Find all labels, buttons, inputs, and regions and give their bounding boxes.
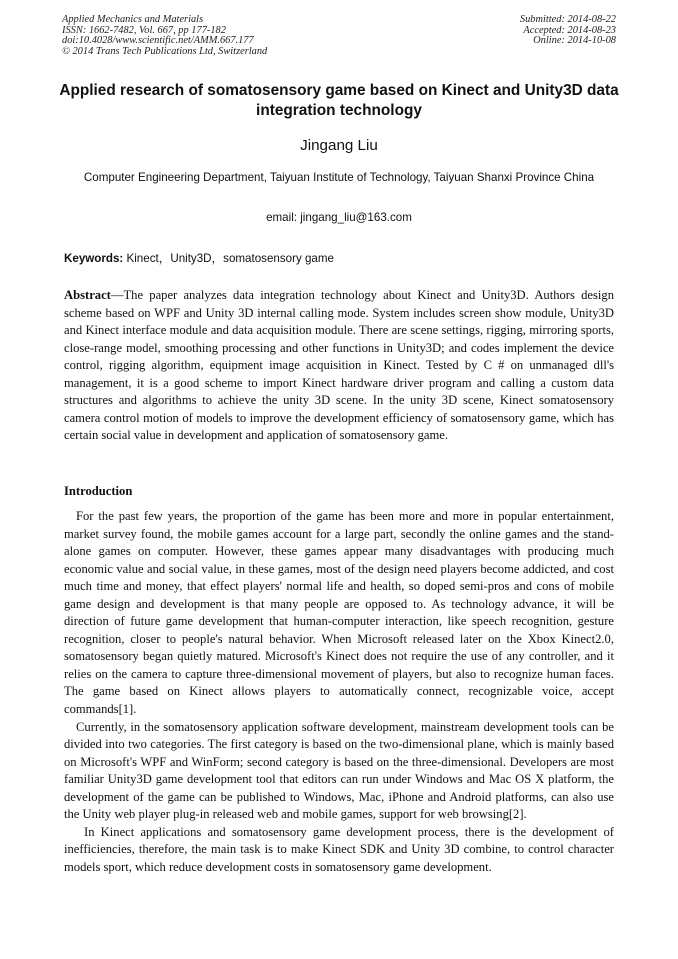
- intro-paragraph-3: In Kinect applications and somatosensory game development process, there is the development of inefficiencies, therefore, the main task is to make Kinect SDK and Unity 3D combine, to control character models sport, which reduce development costs in somatosensory game development.: [64, 824, 614, 874]
- journal-info: [62, 15, 267, 57]
- submitted-date: Submitted: 2014-08-22: [519, 14, 616, 25]
- intro-paragraph-2: Currently, in the somatosensory application software development, mainstream development tools can be divided into two categories. The first category is based on the two-dimensional plane, which is mainly based on Microsoft's WPF and WinForm; second category is based on the three-dimensional. Developers are most familiar Unity3D game development tool that editors can run under Windows and Mac OS X platform, the development of the game can be published to Windows, Mac, iPhone and Android platforms, can also use the Unity web player plug-in released web and mobile games, support for web browsing[2].: [64, 719, 614, 822]
- intro-paragraph-1: For the past few years, the proportion of the game has been more and more in popular entertainment, market survey found, the mobile games account for a large part, secondly the online games and the stand-alone games on computer. However, these games appear many disadvantages with producing much economic value and social value, in these games, most of the design need players become addicted, and cost much time and money, that effect players' normal life and health, so doped semi-pros and cons of mobile game design and development is that many people are opposed to. As technology advance, it will be direction of future game development that human-computer interaction, like speech recognition, gesture recognition, closer to people's natural behavior. When Microsoft released later on the Xbox Kinect2.0, somatosensory began quietly matured. Microsoft's Kinect does not require the use of any controller, and it relies on the camera to capture three-dimensional movement of players, but also to recognize human faces. The game based on Kinect allows players to automatically connect, recognizable voice, accept commands[1].: [64, 509, 614, 717]
- keywords-label: Keywords:: [64, 252, 124, 265]
- affiliation: Computer Engineering Department, Taiyuan Institute of Technology, Taiyuan Shanxi Province China: [83, 171, 595, 184]
- doi: doi:10.4028/www.scientific.net/AMM.667.177: [62, 35, 254, 47]
- paper-title: Applied research of somatosensory game based on Kinect and Unity3D data integration technology: [59, 82, 619, 119]
- abstract-label: Abstract: [64, 288, 111, 302]
- journal-name: Applied Mechanics and Materials: [62, 14, 204, 25]
- abstract-text: —The paper analyzes data integration technology about Kinect and Unity3D. Authors design scheme based on WPF and Unity 3D internal calling mode. System includes screen show module, Unity3D and Kinect interface module and data acquisition module. There are scene settings, rigging, mirroring sports, close-range model, smoothing processing and other functions in Unity3D; and codes implement the device control, rigging algorithm, equipment image acquisition in Kinect. Tested by C # on unmanaged dll's management, it is a good scheme to import Kinect hardware driver program and calling a custom data structures and algorithms to achieve the unity 3D scene. In the unity 3D scene, Kinect somatosensory camera control motion of models to improve the development efficiency of somatosensory game, which has certain social value in development and application of somatosensory game.: [64, 288, 614, 443]
- introduction-body: [64, 508, 614, 876]
- copyright: © 2014 Trans Tech Publications Ltd, Switzerland: [62, 45, 268, 57]
- online-date: Online: 2014-10-08: [533, 35, 616, 47]
- accepted-date: Accepted: 2014-08-23: [523, 24, 616, 36]
- section-heading-introduction: Introduction: [64, 484, 133, 498]
- issn: ISSN: 1662-7482, Vol. 667, pp 177-182: [62, 24, 226, 36]
- author-name: Jingang Liu: [300, 137, 378, 154]
- abstract: [64, 287, 614, 445]
- keywords-text: Kinect，Unity3D，somatosensory game: [123, 252, 334, 265]
- publication-dates: [520, 15, 616, 47]
- author-email: email: jingang_liu@163.com: [266, 211, 412, 224]
- keywords: [64, 250, 614, 266]
